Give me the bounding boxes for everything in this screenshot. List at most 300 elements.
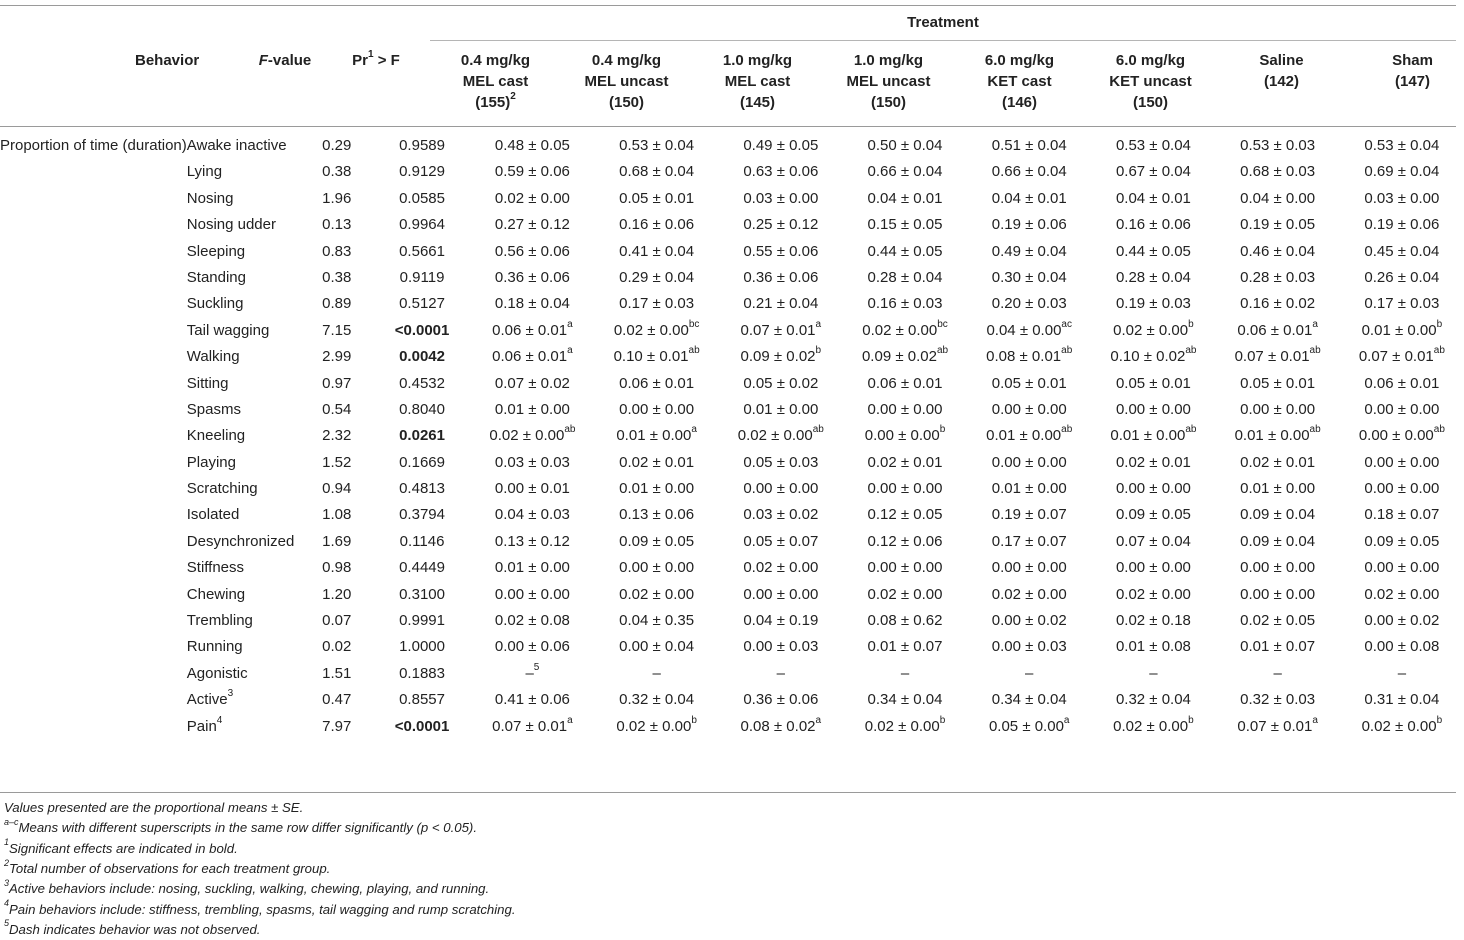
mean-se-cell bbox=[843, 214, 967, 240]
mean-se-value: 0.32 ± 0.04 bbox=[619, 691, 695, 709]
treatment-header-line: MEL uncast bbox=[846, 73, 931, 90]
significance-superscript: b bbox=[1188, 318, 1194, 330]
mean-se-cell bbox=[470, 161, 594, 187]
mean-se-value: 0.01 ± 0.00 bbox=[743, 400, 819, 418]
mean-se-value: 0.00 ± 0.00 bbox=[1240, 585, 1316, 603]
mean-se-cell bbox=[719, 584, 843, 610]
mean-se-value: 0.02 ± 0.00 bbox=[613, 321, 689, 339]
mean-se-value: 0.09 ± 0.05 bbox=[1364, 532, 1440, 550]
mean-se-value: 0.01 ± 0.07 bbox=[1240, 638, 1316, 656]
mean-se-cell bbox=[967, 478, 1091, 504]
mean-se-value: 0.07 ± 0.01 bbox=[1358, 348, 1434, 366]
behavior-label: Pain bbox=[186, 717, 217, 735]
row-category-label: Proportion of time (duration) bbox=[0, 137, 187, 154]
significance-superscript: ab bbox=[812, 424, 824, 436]
mean-se-value: 0.00 ± 0.00 bbox=[1240, 559, 1316, 577]
p-value-cell: 0.8557 bbox=[399, 691, 445, 709]
mean-se-value: 0.04 ± 0.01 bbox=[867, 189, 943, 207]
behavior-name bbox=[187, 293, 300, 319]
mean-se-cell bbox=[719, 320, 843, 346]
row-category-empty bbox=[0, 320, 187, 346]
row-category-empty bbox=[0, 346, 187, 372]
mean-se-value: 0.28 ± 0.04 bbox=[1115, 268, 1191, 286]
mean-se-cell bbox=[1091, 478, 1215, 504]
mean-se-value: 0.19 ± 0.06 bbox=[1364, 216, 1440, 234]
table-row bbox=[0, 531, 1464, 557]
p-value-cell: 1.0000 bbox=[399, 638, 445, 656]
mean-se-cell bbox=[843, 425, 967, 451]
behavior-name bbox=[187, 531, 300, 557]
table-row bbox=[0, 399, 1464, 425]
mean-se-cell bbox=[1340, 716, 1464, 742]
footnote-marker: a–c bbox=[4, 816, 19, 827]
footnote-marker: 2 bbox=[4, 857, 10, 868]
mean-se-cell bbox=[1340, 636, 1464, 662]
behavior-name bbox=[187, 135, 300, 161]
mean-se-value: 0.00 ± 0.00 bbox=[619, 559, 695, 577]
mean-se-cell bbox=[1216, 320, 1340, 346]
f-value-cell: 1.52 bbox=[322, 453, 352, 471]
mean-se-value: – bbox=[652, 664, 661, 682]
p-value-cell: 0.1146 bbox=[399, 532, 445, 550]
mean-se-value: 0.53 ± 0.04 bbox=[1115, 137, 1191, 154]
row-category-empty bbox=[0, 241, 187, 267]
mean-se-cell bbox=[843, 293, 967, 319]
f-value-cell: 0.47 bbox=[322, 691, 352, 709]
mean-se-value: 0.00 ± 0.04 bbox=[619, 638, 695, 656]
mean-se-cell bbox=[595, 689, 719, 715]
mean-se-cell bbox=[595, 504, 719, 530]
mean-se-value: 0.04 ± 0.03 bbox=[494, 506, 570, 524]
mean-se-value: 0.09 ± 0.02 bbox=[861, 348, 937, 366]
table-bottom-rule bbox=[0, 792, 1456, 793]
mean-se-cell bbox=[967, 557, 1091, 583]
mean-se-cell bbox=[1216, 135, 1340, 161]
mean-se-cell bbox=[1216, 531, 1340, 557]
mean-se-cell bbox=[1340, 214, 1464, 240]
treatment-header-8 bbox=[1347, 50, 1464, 92]
footnote-text: Total number of observations for each treatment group. bbox=[9, 860, 331, 876]
table-row bbox=[0, 293, 1464, 319]
footnote-text: Significant effects are indicated in bold. bbox=[9, 840, 238, 856]
behavior-label: Sleeping bbox=[186, 242, 246, 260]
mean-se-cell bbox=[843, 584, 967, 610]
row-category-empty bbox=[0, 293, 187, 319]
mean-se-cell bbox=[595, 214, 719, 240]
behavior-name bbox=[187, 373, 300, 399]
f-value-cell: 0.83 bbox=[322, 242, 352, 260]
mean-se-value: 0.36 ± 0.06 bbox=[743, 691, 819, 709]
mean-se-cell bbox=[1340, 135, 1464, 161]
mean-se-value: 0.17 ± 0.03 bbox=[619, 295, 695, 313]
mean-se-value: 0.51 ± 0.04 bbox=[991, 137, 1067, 154]
mean-se-value: 0.21 ± 0.04 bbox=[743, 295, 819, 313]
mean-se-cell bbox=[595, 452, 719, 478]
significance-superscript: a bbox=[1312, 318, 1318, 330]
mean-se-value: 0.05 ± 0.02 bbox=[743, 374, 819, 392]
mean-se-cell bbox=[967, 531, 1091, 557]
mean-se-cell bbox=[1091, 663, 1215, 689]
table-row bbox=[0, 663, 1464, 689]
row-category-empty bbox=[0, 399, 187, 425]
mean-se-value: 0.36 ± 0.06 bbox=[494, 268, 570, 286]
p-value-cell: <0.0001 bbox=[394, 717, 450, 735]
mean-se-value: – bbox=[1397, 664, 1407, 682]
mean-se-value: 0.16 ± 0.06 bbox=[619, 216, 695, 234]
mean-se-cell bbox=[470, 399, 594, 425]
treatment-header-line: 6.0 mg/kg bbox=[1115, 52, 1186, 69]
mean-se-value: 0.03 ± 0.02 bbox=[743, 506, 819, 524]
mean-se-cell bbox=[470, 267, 594, 293]
mean-se-cell bbox=[967, 425, 1091, 451]
footnote-text: Dash indicates behavior was not observed. bbox=[9, 921, 261, 937]
mean-se-cell bbox=[470, 346, 594, 372]
mean-se-value: 0.00 ± 0.00 bbox=[1364, 453, 1440, 471]
mean-se-value: 0.00 ± 0.00 bbox=[1364, 480, 1440, 498]
behavior-column-header: Behavior bbox=[135, 52, 200, 69]
mean-se-value: – bbox=[900, 664, 910, 682]
mean-se-cell bbox=[1340, 531, 1464, 557]
treatment-header-line: Sham bbox=[1392, 52, 1433, 69]
mean-se-value: 0.00 ± 0.03 bbox=[991, 638, 1067, 656]
mean-se-cell bbox=[595, 241, 719, 267]
mean-se-cell bbox=[470, 584, 594, 610]
behavior-name bbox=[187, 478, 300, 504]
p-value-cell: 0.4449 bbox=[399, 559, 445, 577]
footnote-marker: 2 bbox=[510, 91, 516, 102]
behavior-label: Scratching bbox=[186, 480, 258, 498]
mean-se-value: 0.20 ± 0.03 bbox=[991, 295, 1067, 313]
mean-se-cell bbox=[843, 320, 967, 346]
mean-se-cell bbox=[470, 716, 594, 742]
mean-se-value: 0.18 ± 0.07 bbox=[1364, 506, 1440, 524]
row-category-empty bbox=[0, 610, 187, 636]
mean-se-cell bbox=[719, 636, 843, 662]
mean-se-value: 0.03 ± 0.00 bbox=[1364, 189, 1440, 207]
behavior-name bbox=[187, 241, 300, 267]
mean-se-cell bbox=[1091, 161, 1215, 187]
mean-se-cell bbox=[1091, 636, 1215, 662]
mean-se-cell bbox=[1216, 478, 1340, 504]
significance-superscript: b bbox=[939, 714, 946, 726]
f-value-cell: 0.13 bbox=[322, 216, 352, 234]
mean-se-value: 0.45 ± 0.04 bbox=[1364, 242, 1440, 260]
behavior-name bbox=[187, 188, 300, 214]
significance-superscript: a bbox=[1063, 714, 1070, 726]
behavior-label: Suckling bbox=[186, 295, 244, 313]
significance-superscript: a bbox=[691, 424, 697, 436]
behavior-label: Running bbox=[186, 638, 243, 656]
row-category-empty bbox=[0, 373, 187, 399]
footnote-text: Values presented are the proportional means ± SE. bbox=[4, 800, 304, 815]
footnote-line bbox=[4, 839, 238, 859]
mean-se-cell bbox=[843, 267, 967, 293]
mean-se-cell bbox=[843, 610, 967, 636]
f-value-cell: 2.32 bbox=[322, 427, 352, 445]
mean-se-value: 0.00 ± 0.03 bbox=[743, 638, 819, 656]
table-row bbox=[0, 320, 1464, 346]
treatment-header-line: MEL cast bbox=[462, 73, 529, 90]
mean-se-cell bbox=[1216, 293, 1340, 319]
row-category-empty bbox=[0, 161, 187, 187]
mean-se-cell bbox=[470, 188, 594, 214]
mean-se-cell bbox=[595, 610, 719, 636]
mean-se-value: 0.15 ± 0.05 bbox=[867, 216, 943, 234]
mean-se-cell bbox=[719, 531, 843, 557]
mean-se-value: 0.53 ± 0.04 bbox=[619, 137, 695, 154]
f-value-cell: 0.98 bbox=[322, 559, 352, 577]
row-category-empty bbox=[0, 267, 187, 293]
mean-se-value: 0.00 ± 0.00 bbox=[867, 400, 943, 418]
behavior-name bbox=[187, 346, 300, 372]
f-value-cell: 0.07 bbox=[322, 612, 352, 630]
mean-se-cell bbox=[1340, 373, 1464, 399]
mean-se-value: 0.00 ± 0.00 bbox=[1115, 480, 1191, 498]
significance-superscript: 5 bbox=[533, 661, 540, 673]
mean-se-cell bbox=[1091, 241, 1215, 267]
mean-se-value: – bbox=[1149, 664, 1158, 682]
footnote-line bbox=[4, 879, 489, 899]
footnote-text: Pain behaviors include: stiffness, trembling, spasms, tail wagging and rump scratching. bbox=[9, 901, 516, 917]
significance-superscript: b bbox=[1436, 318, 1443, 330]
mean-se-value: 0.02 ± 0.00 bbox=[494, 189, 570, 207]
mean-se-cell bbox=[1340, 689, 1464, 715]
table-row bbox=[0, 689, 1464, 715]
mean-se-value: 0.50 ± 0.04 bbox=[867, 137, 943, 154]
mean-se-value: 0.00 ± 0.00 bbox=[619, 400, 695, 418]
p-value-cell: 0.9129 bbox=[399, 163, 445, 181]
mean-se-value: 0.36 ± 0.06 bbox=[743, 268, 819, 286]
mean-se-value: 0.06 ± 0.01 bbox=[1237, 321, 1313, 339]
mean-se-cell bbox=[595, 267, 719, 293]
mean-se-value: 0.09 ± 0.05 bbox=[619, 532, 695, 550]
mean-se-value: 0.00 ± 0.00 bbox=[867, 559, 943, 577]
mean-se-cell bbox=[1216, 425, 1340, 451]
significance-superscript: ab bbox=[1185, 424, 1197, 436]
mean-se-cell bbox=[719, 267, 843, 293]
mean-se-cell bbox=[1340, 610, 1464, 636]
mean-se-value: 0.46 ± 0.04 bbox=[1240, 242, 1316, 260]
mean-se-cell bbox=[1340, 663, 1464, 689]
mean-se-cell bbox=[595, 531, 719, 557]
mean-se-cell bbox=[1216, 373, 1340, 399]
mean-se-cell bbox=[595, 320, 719, 346]
mean-se-value: 0.00 ± 0.00 bbox=[867, 480, 943, 498]
mean-se-value: 0.02 ± 0.18 bbox=[1115, 612, 1191, 630]
mean-se-value: 0.09 ± 0.05 bbox=[1115, 506, 1191, 524]
mean-se-cell bbox=[1340, 557, 1464, 583]
mean-se-value: 0.27 ± 0.12 bbox=[494, 216, 570, 234]
mean-se-value: 0.00 ± 0.00 bbox=[991, 559, 1067, 577]
mean-se-value: 0.34 ± 0.04 bbox=[991, 691, 1067, 709]
mean-se-value: 0.16 ± 0.06 bbox=[1115, 216, 1191, 234]
treatment-header-line: (150) bbox=[870, 94, 907, 111]
mean-se-cell bbox=[967, 267, 1091, 293]
mean-se-cell bbox=[1340, 584, 1464, 610]
mean-se-cell bbox=[1216, 610, 1340, 636]
mean-se-cell bbox=[967, 689, 1091, 715]
behavior-label: Desynchronized bbox=[186, 532, 295, 550]
mean-se-value: 0.56 ± 0.06 bbox=[494, 242, 570, 260]
treatment-header-line: (150) bbox=[608, 94, 645, 111]
mean-se-cell bbox=[1091, 346, 1215, 372]
mean-se-value: 0.05 ± 0.00 bbox=[988, 717, 1064, 735]
treatment-header-line: (146) bbox=[1001, 94, 1038, 111]
mean-se-value: 0.16 ± 0.02 bbox=[1240, 295, 1316, 313]
row-category-empty bbox=[0, 188, 187, 214]
pr-column-header: $Pr^1 > F$ bbox=[352, 49, 400, 69]
mean-se-value: 0.04 ± 0.00 bbox=[986, 321, 1062, 339]
mean-se-cell bbox=[967, 399, 1091, 425]
mean-se-value: 0.01 ± 0.00 bbox=[1240, 480, 1316, 498]
mean-se-value: – bbox=[525, 664, 534, 682]
table-row bbox=[0, 373, 1464, 399]
mean-se-cell bbox=[595, 399, 719, 425]
mean-se-value: – bbox=[1025, 664, 1034, 682]
behavior-label: Nosing bbox=[186, 189, 234, 207]
mean-se-value: 0.02 ± 0.00 bbox=[1364, 585, 1440, 603]
mean-se-cell bbox=[1091, 504, 1215, 530]
mean-se-value: 0.44 ± 0.05 bbox=[1115, 242, 1191, 260]
mean-se-cell bbox=[719, 452, 843, 478]
mean-se-value: 0.28 ± 0.03 bbox=[1240, 268, 1316, 286]
treatment-header-3 bbox=[692, 50, 823, 113]
treatment-header-line: (150) bbox=[1132, 94, 1169, 111]
mean-se-cell bbox=[595, 636, 719, 662]
significance-superscript: a bbox=[567, 345, 573, 357]
mean-se-value: 0.00 ± 0.00 bbox=[1358, 427, 1434, 445]
mean-se-cell bbox=[843, 373, 967, 399]
significance-superscript: ab bbox=[1433, 424, 1445, 436]
footnote-text: Means with different superscripts in the same row differ significantly (p < 0.05). bbox=[18, 820, 477, 836]
table-row bbox=[0, 636, 1464, 662]
mean-se-value: 0.53 ± 0.04 bbox=[1364, 137, 1440, 154]
row-category-empty bbox=[0, 716, 187, 742]
mean-se-cell bbox=[470, 610, 594, 636]
f-value-cell: 0.94 bbox=[322, 480, 352, 498]
table-row bbox=[0, 452, 1464, 478]
mean-se-cell bbox=[470, 557, 594, 583]
mean-se-cell bbox=[470, 320, 594, 346]
mean-se-cell bbox=[1216, 267, 1340, 293]
significance-superscript: b bbox=[691, 714, 697, 726]
mean-se-cell bbox=[1216, 636, 1340, 662]
mean-se-cell bbox=[719, 557, 843, 583]
mean-se-cell bbox=[719, 214, 843, 240]
mean-se-cell bbox=[470, 293, 594, 319]
mean-se-cell bbox=[843, 346, 967, 372]
mean-se-cell bbox=[1216, 161, 1340, 187]
behavior-label: Spasms bbox=[186, 400, 241, 418]
mean-se-value: 0.63 ± 0.06 bbox=[743, 163, 819, 181]
mean-se-cell bbox=[595, 161, 719, 187]
treatment-header-line: MEL cast bbox=[724, 73, 791, 90]
mean-se-cell bbox=[1091, 399, 1215, 425]
mean-se-value: 0.00 ± 0.08 bbox=[1364, 638, 1440, 656]
mean-se-value: 0.00 ± 0.00 bbox=[1364, 400, 1440, 418]
f-value-cell: 0.38 bbox=[322, 268, 352, 286]
mean-se-value: 0.17 ± 0.03 bbox=[1364, 295, 1440, 313]
mean-se-value: 0.06 ± 0.01 bbox=[619, 374, 695, 392]
treatment-header-line: 6.0 mg/kg bbox=[984, 52, 1055, 69]
mean-se-cell bbox=[595, 557, 719, 583]
data-table bbox=[0, 135, 1464, 742]
mean-se-cell bbox=[1091, 452, 1215, 478]
p-value-cell: 0.5661 bbox=[399, 242, 445, 260]
footnote-line bbox=[4, 859, 330, 879]
mean-se-value: 0.07 ± 0.01 bbox=[1237, 717, 1313, 735]
p-value-cell: 0.9589 bbox=[399, 137, 445, 154]
mean-se-cell bbox=[1091, 188, 1215, 214]
behavior-label: Trembling bbox=[186, 612, 253, 630]
significance-superscript: ab bbox=[936, 345, 949, 357]
mean-se-value: 0.02 ± 0.05 bbox=[1240, 612, 1316, 630]
mean-se-value: 0.44 ± 0.05 bbox=[867, 242, 943, 260]
mean-se-value: 0.01 ± 0.07 bbox=[867, 638, 943, 656]
behavior-name bbox=[187, 267, 300, 293]
p-value-cell: <0.0001 bbox=[394, 321, 450, 339]
mean-se-cell bbox=[470, 636, 594, 662]
mean-se-value: 0.08 ± 0.62 bbox=[867, 612, 943, 630]
behavior-name bbox=[187, 610, 300, 636]
treatment-header-2 bbox=[561, 50, 692, 113]
p-value-cell: 0.0261 bbox=[399, 427, 445, 445]
significance-superscript: ac bbox=[1061, 318, 1072, 330]
mean-se-cell bbox=[595, 373, 719, 399]
table-row bbox=[0, 188, 1464, 214]
mean-se-cell bbox=[1340, 267, 1464, 293]
row-category-empty bbox=[0, 452, 187, 478]
mean-se-value: 0.19 ± 0.07 bbox=[991, 506, 1067, 524]
mean-se-value: 0.12 ± 0.06 bbox=[867, 532, 943, 550]
mean-se-cell bbox=[843, 531, 967, 557]
mean-se-cell bbox=[595, 135, 719, 161]
mean-se-value: 0.04 ± 0.00 bbox=[1240, 189, 1316, 207]
table-row bbox=[0, 214, 1464, 240]
mean-se-cell bbox=[1340, 478, 1464, 504]
mean-se-cell bbox=[595, 293, 719, 319]
mean-se-value: 0.66 ± 0.04 bbox=[867, 163, 943, 181]
mean-se-value: 0.18 ± 0.04 bbox=[494, 295, 570, 313]
mean-se-value: 0.05 ± 0.01 bbox=[619, 189, 695, 207]
mean-se-value: 0.41 ± 0.04 bbox=[619, 242, 695, 260]
mean-se-cell bbox=[1216, 188, 1340, 214]
mean-se-cell bbox=[1340, 425, 1464, 451]
mean-se-value: 0.02 ± 0.00 bbox=[862, 321, 938, 339]
mean-se-cell bbox=[967, 373, 1091, 399]
f-value-cell: 1.51 bbox=[322, 664, 352, 682]
f-value-cell: 2.99 bbox=[322, 348, 352, 366]
mean-se-cell bbox=[1340, 399, 1464, 425]
significance-superscript: ab bbox=[1185, 345, 1197, 357]
row-category-empty bbox=[0, 689, 187, 715]
behavior-label: Walking bbox=[186, 348, 240, 366]
mean-se-value: 0.01 ± 0.00 bbox=[616, 427, 692, 445]
mean-se-value: 0.66 ± 0.04 bbox=[991, 163, 1067, 181]
mean-se-cell bbox=[595, 716, 719, 742]
significance-superscript: ab bbox=[1309, 424, 1321, 436]
footnote-line bbox=[4, 798, 303, 818]
behavior-name bbox=[187, 636, 300, 662]
mean-se-cell bbox=[843, 663, 967, 689]
footnote-marker: 4 bbox=[4, 898, 10, 909]
mean-se-value: 0.12 ± 0.05 bbox=[867, 506, 943, 524]
treatment-header-5 bbox=[954, 50, 1085, 113]
table-row bbox=[0, 161, 1464, 187]
mean-se-cell bbox=[967, 241, 1091, 267]
footnote-line bbox=[4, 900, 516, 920]
p-value-cell: 0.9964 bbox=[399, 216, 445, 234]
